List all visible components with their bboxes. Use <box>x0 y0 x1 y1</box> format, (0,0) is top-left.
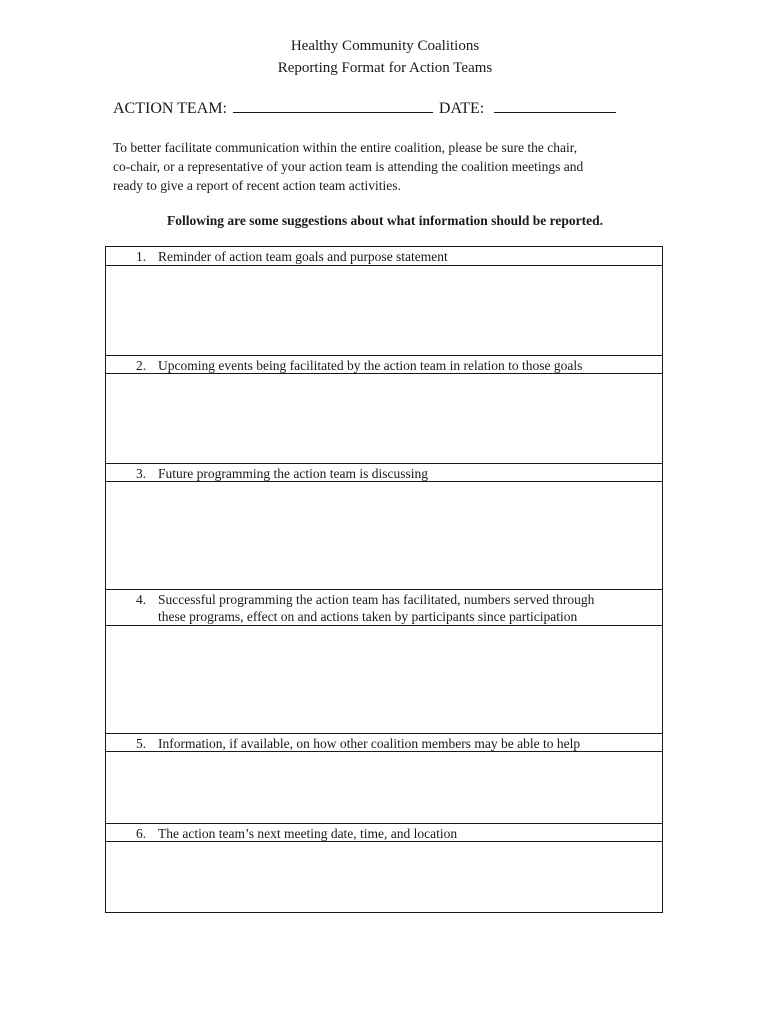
action-team-label: ACTION TEAM: <box>113 100 227 117</box>
answer-area[interactable] <box>106 626 662 733</box>
item-text: Information, if available, on how other coalition members may be able to help <box>158 736 581 751</box>
item-number: 3. <box>136 466 147 481</box>
item-number: 2. <box>136 358 147 373</box>
item-text: Successful programming the action team has facilitated, numbers served through <box>158 592 595 607</box>
intro-paragraph <box>113 138 653 195</box>
item-number: 5. <box>136 736 147 751</box>
report-form-table <box>105 246 663 913</box>
item-header <box>106 733 662 752</box>
header-fields-row <box>113 98 616 119</box>
date-blank[interactable] <box>494 98 616 113</box>
intro-line: ready to give a report of recent action team activities. <box>113 178 401 193</box>
item-number: 1. <box>136 249 147 264</box>
document-title: Healthy Community Coalitions <box>290 38 480 54</box>
item-text: Future programming the action team is discussing <box>158 466 428 481</box>
answer-area[interactable] <box>106 842 662 912</box>
document-subtitle: Reporting Format for Action Teams <box>277 60 493 76</box>
suggestions-heading: Following are some suggestions about what information should be reported. <box>166 213 604 228</box>
answer-area[interactable] <box>106 266 662 355</box>
item-header <box>106 463 662 482</box>
intro-line: co-chair, or a representative of your action team is attending the coalition meetings and <box>113 159 584 174</box>
item-header <box>106 355 662 374</box>
intro-line: To better facilitate communication within the entire coalition, please be sure the chair, <box>113 140 578 155</box>
item-header <box>106 247 662 266</box>
date-label: DATE: <box>438 100 485 117</box>
answer-area[interactable] <box>106 374 662 463</box>
answer-area[interactable] <box>106 482 662 589</box>
item-number: 6. <box>136 826 147 841</box>
item-header <box>106 823 662 842</box>
action-team-blank[interactable] <box>233 98 433 113</box>
item-text: Reminder of action team goals and purpose statement <box>158 249 448 264</box>
item-text: Upcoming events being facilitated by the action team in relation to those goals <box>158 358 583 373</box>
answer-area[interactable] <box>106 752 662 823</box>
item-header <box>106 589 662 626</box>
item-text: The action team’s next meeting date, time, and location <box>158 826 458 841</box>
item-text-continued: these programs, effect on and actions taken by participants since participation <box>158 609 578 624</box>
item-number: 4. <box>136 592 147 607</box>
